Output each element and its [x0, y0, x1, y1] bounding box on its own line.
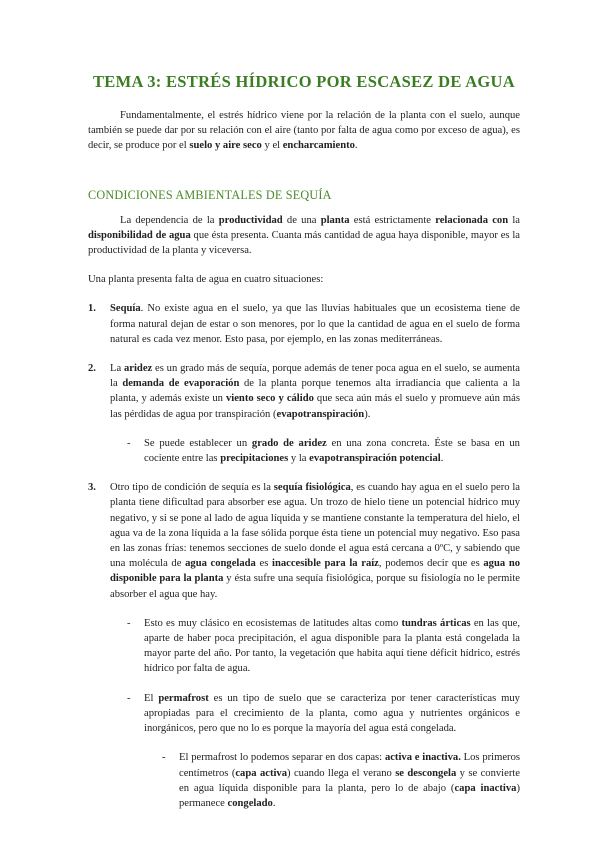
- text-span: es un grado más de sequía, porque además de tener poca agua en el suelo, se aumenta la: [110, 363, 520, 390]
- text-span: es un tipo de suelo que se caracteriza por tener características muy apropiadas para el crecimiento de la planta, como agua y nutrientes orgánicos e inorgánicos, pero que no lo es porque la mayoría del agua está congelada.: [144, 692, 520, 735]
- section-heading: CONDICIONES AMBIENTALES DE SEQUÍA: [88, 187, 332, 202]
- bold-term: sequía fisiológica: [273, 482, 351, 494]
- bold-term: se descongela: [395, 767, 457, 779]
- numbered-list: [88, 301, 520, 811]
- list-item-sequia-fisiologica: [88, 480, 520, 602]
- text-span: El permafrost lo podemos separar en dos capas:: [179, 752, 385, 764]
- text-span: La dependencia de la: [120, 214, 219, 226]
- list-number: 3.: [88, 482, 96, 494]
- intro-paragraph: [88, 108, 520, 154]
- dash-bullet: -: [127, 692, 131, 704]
- text-span: Otro tipo de condición de sequía es la: [110, 482, 274, 494]
- bold-term: suelo y aire seco: [189, 140, 262, 152]
- bold-term: planta: [320, 214, 350, 226]
- text-span: Se puede establecer un: [144, 437, 252, 449]
- bold-term: congelado: [227, 797, 273, 809]
- bold-term: relacionada con: [435, 214, 509, 226]
- text-span: de la planta porque tenemos alta irradiancia que calienta a la planta, y además existe un: [110, 378, 520, 405]
- dash-bullet: -: [127, 437, 131, 449]
- list-number: 2.: [88, 363, 96, 375]
- text-span: de una: [282, 214, 321, 226]
- bold-term: productividad: [218, 214, 283, 226]
- list-item-sequia: [88, 301, 520, 347]
- text-span: la: [508, 214, 521, 226]
- text-span: ) permanece: [179, 782, 520, 809]
- text-span: y el: [261, 140, 283, 152]
- dash-bullet: -: [162, 752, 166, 764]
- text-span: y la: [288, 453, 310, 465]
- sub-item-tundras: [88, 616, 520, 677]
- bold-term: capa inactiva: [454, 782, 517, 794]
- text-span: Los primeros centímetros (: [179, 752, 520, 779]
- bold-term: permafrost: [158, 692, 209, 704]
- bold-term: viento seco y cálido: [225, 393, 314, 405]
- text-span: Fundamentalmente, el estrés hídrico viene por la relación de la planta con el suelo, aunque también se puede dar por su relación con el aire (tanto por falta de agua como por exceso de agua), es decir, se produce por el: [88, 110, 520, 152]
- text-span: que seca aún más el suelo y promueve aún más las pérdidas de agua por transpiración (: [110, 393, 520, 420]
- text-span: y se convierte en agua líquida disponible para la planta, pero lo de abajo (: [179, 767, 520, 794]
- paragraph-productivity: [88, 213, 520, 259]
- list-number: 1.: [88, 303, 96, 315]
- bold-term: disponibilidad de agua: [88, 229, 191, 241]
- bold-term: aridez: [123, 363, 153, 375]
- list-item-aridez: [88, 361, 520, 422]
- bold-term: inaccesible para la raíz: [272, 558, 379, 570]
- bold-term: evapotranspiración potencial: [309, 453, 441, 465]
- text-span: en una zona concreta. Éste se basa en un cociente entre las: [144, 437, 520, 465]
- bold-term: encharcamiento: [282, 140, 355, 152]
- text-span: .: [440, 453, 444, 465]
- bold-term: demanda de evaporación: [122, 378, 240, 390]
- text-span: en las que, aparte de haber poca precipitación, el agua disponible para la planta está congelada la mayor parte del año. Por tanto, la vegetación que habita aquí tiene déficit hídrico, estrés hídrico por falta de agua.: [144, 617, 520, 675]
- bold-term: activa e inactiva.: [384, 752, 461, 764]
- bold-term: capa activa: [235, 767, 288, 779]
- bold-term: precipitaciones: [220, 453, 289, 465]
- text-span: ) cuando llega el verano: [287, 767, 396, 779]
- text-span: ).: [364, 408, 371, 420]
- text-span: es: [255, 558, 272, 570]
- text-span: y ésta sufre una sequía fisiológica, porque su fisiología no le permite absorber el agua que hay.: [110, 573, 520, 600]
- text-span: . No existe agua en el suelo, ya que las lluvias habituales que un ecosistema tiene de forma natural dejan de estar o son menores, por lo que la cantidad de agua en el suelo de forma natural es cada vez menor. Esto pasa, por ejemplo, en las zonas mediterráneas.: [110, 303, 520, 345]
- dash-bullet: -: [127, 617, 131, 629]
- text-span: que ésta presenta. Cuanta más cantidad de agua haya disponible, mayor es la productividad de la planta y viceversa.: [88, 229, 520, 257]
- bold-term: agua no disponible para la planta: [110, 558, 521, 585]
- bold-term: evapotranspiración: [276, 408, 365, 420]
- text-span: , podemos decir que es: [378, 558, 484, 570]
- text-span: Esto es muy clásico en ecosistemas de latitudes altas como: [144, 617, 402, 629]
- bold-term: tundras árticas: [401, 617, 471, 629]
- page-title: TEMA 3: ESTRÉS HÍDRICO POR ESCASEZ DE AGUA: [93, 72, 515, 91]
- sub-item-grado-aridez: [88, 436, 520, 466]
- text-span: .: [354, 140, 358, 152]
- sub-sub-item-capas: [88, 750, 520, 811]
- bold-term: grado de aridez: [251, 437, 327, 449]
- sub-item-permafrost: [88, 691, 520, 737]
- bold-term: Sequía: [110, 303, 141, 315]
- text-span: , es cuando hay agua en el suelo pero la planta tiene dificultad para absorber ese agua. Un trozo de hielo tiene un potencial hídrico muy negativo, y si se pone al lado de agua líquida y se mantiene constante la temperatura del hielo, el agua va de la zona líquida a la fase sólida porque ésta tiene un potencial muy negativo. Eso pasa en las zonas frías: tenemos secciones de suelo donde el agua está cercana a 0ºC, y sabiendo que una molécula de: [110, 482, 520, 570]
- text-span: La: [110, 363, 124, 375]
- paragraph-situations: Una planta presenta falta de agua en cuatro situaciones:: [88, 274, 324, 286]
- bold-term: agua congelada: [185, 558, 256, 570]
- text-span: El: [144, 692, 159, 704]
- text-span: está estrictamente: [349, 214, 436, 226]
- text-span: .: [272, 797, 276, 809]
